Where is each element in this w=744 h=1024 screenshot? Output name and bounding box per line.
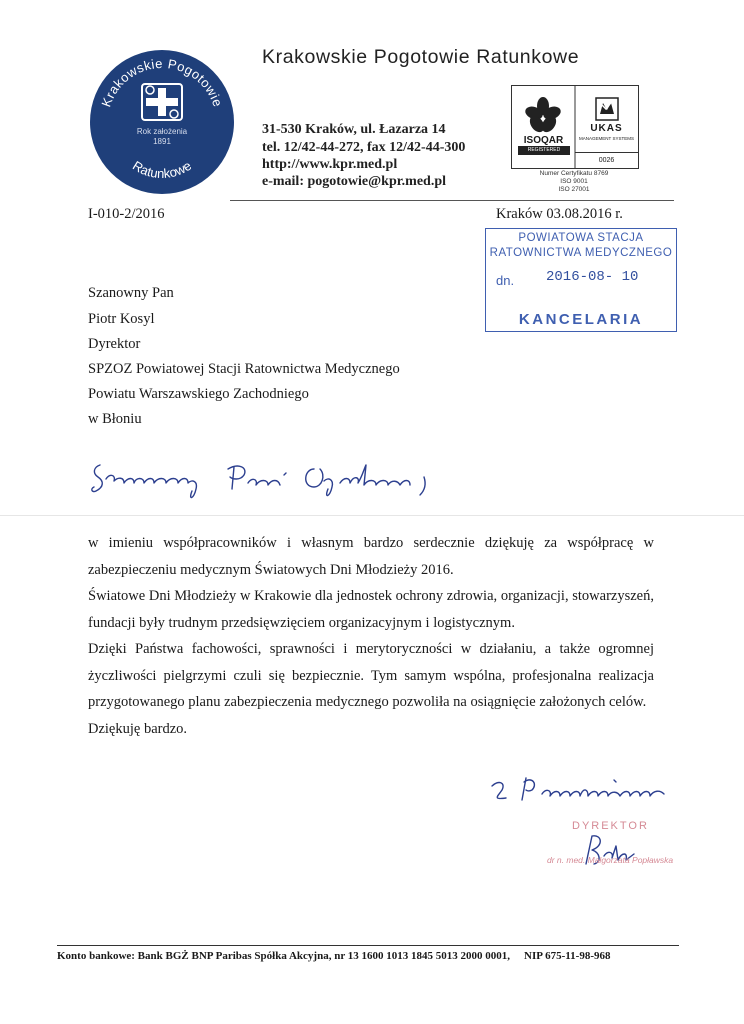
body-paragraph: Dziękuję bardzo. (88, 720, 188, 737)
organization-name: Krakowskie Pogotowie Ratunkowe (262, 46, 580, 68)
iso-9001-label: ISO 9001 (560, 178, 588, 185)
stamp-line-2: RATOWNICTWA MEDYCZNEGO (489, 247, 673, 259)
body-paragraph: w imieniu współpracowników i własnym bardzo serdecznie dziękuję za współpracę w zabezpieczeniu medycznym Światowych Dni Młodzieży 2016. (88, 535, 654, 578)
handwritten-closing (488, 770, 678, 825)
stamp-dn-label: dn. (496, 273, 515, 288)
iso-27001-label: ISO 27001 (558, 186, 590, 193)
footer-divider (57, 945, 679, 946)
logo-arc-bottom: Ratunkowe (129, 157, 195, 182)
logo-arc-top: Krakowskie Pogotowie (98, 55, 226, 109)
addressee-line: SPZOZ Powiatowej Stacji Ratownictwa Medycznego (88, 361, 400, 377)
bank-account: Konto bankowe: Bank BGŻ BNP Paribas Spółka Akcyjna, nr 13 1600 1013 1845 5013 2000 0001, (57, 950, 511, 962)
certification-block (511, 85, 637, 194)
tax-id: NIP 675-11-98-968 (524, 950, 611, 962)
letter-date: Kraków 03.08.2016 r. (496, 206, 623, 222)
logo-founded-label: Rok założenia (136, 127, 188, 136)
stamp-line-1: POWIATOWA STACJA (518, 232, 644, 244)
handwritten-salutation (88, 455, 468, 510)
certificate-number: Numer Certyfikatu 8769 (539, 170, 609, 177)
header-email: e-mail: pogotowie@kpr.med.pl (262, 174, 447, 189)
handwritten-signature (580, 832, 640, 873)
addressee-line: Szanowny Pan (88, 285, 174, 301)
letter-body (88, 530, 654, 742)
signature-name: dr n. med. Małgorzata Popławska (547, 855, 674, 865)
footer (57, 950, 679, 962)
addressee-line: w Błoniu (88, 411, 142, 427)
header-phone: tel. 12/42-44-272, fax 12/42-44-300 (262, 140, 466, 155)
header-divider (230, 200, 674, 201)
ukas-code: 0026 (575, 152, 638, 168)
isoqar-sublabel: REGISTERED (527, 147, 561, 153)
ukas-label: UKAS (590, 123, 623, 134)
addressee-line: Dyrektor (88, 336, 141, 352)
stamp-office: KANCELARIA (518, 311, 644, 328)
received-stamp (485, 228, 677, 332)
ukas-crown-icon (596, 98, 618, 120)
stamp-received-date: 2016-08- 10 (546, 269, 639, 285)
page-fold-line (0, 515, 744, 516)
header-website: http://www.kpr.med.pl (262, 157, 398, 172)
body-paragraph: Światowe Dni Młodzieży w Krakowie dla jednostek ochrony zdrowia, organizacji, stowarzyszeń, fundacji były trudnym przedsięwzięciem organizacyjnym i logistycznym. (88, 588, 654, 631)
isoqar-flower-icon (523, 97, 562, 135)
ukas-sublabel: MANAGEMENT SYSTEMS (579, 136, 634, 141)
addressee-line: Powiatu Warszawskiego Zachodniego (88, 386, 309, 402)
logo-founded-year: 1891 (153, 137, 171, 146)
signature-title: DYREKTOR (572, 820, 649, 832)
body-paragraph: Dzięki Państwa fachowości, sprawności i merytoryczności w działaniu, a także ogromnej życzliwości pielgrzymi czuli się bezpiecznie. Tym samym wspólna, profesjonalna realizacja przygotowanego planu zabezpieczenia medycznego pozwoliła na osiągnięcie założonych celów. (88, 641, 654, 710)
reference-number: I-010-2/2016 (88, 206, 165, 222)
header-address: 31-530 Kraków, ul. Łazarza 14 (262, 122, 446, 137)
addressee-line: Piotr Kosyl (88, 311, 155, 327)
organization-logo (88, 48, 236, 196)
certification-badge (511, 85, 639, 169)
isoqar-label: ISOQAR (523, 135, 564, 146)
